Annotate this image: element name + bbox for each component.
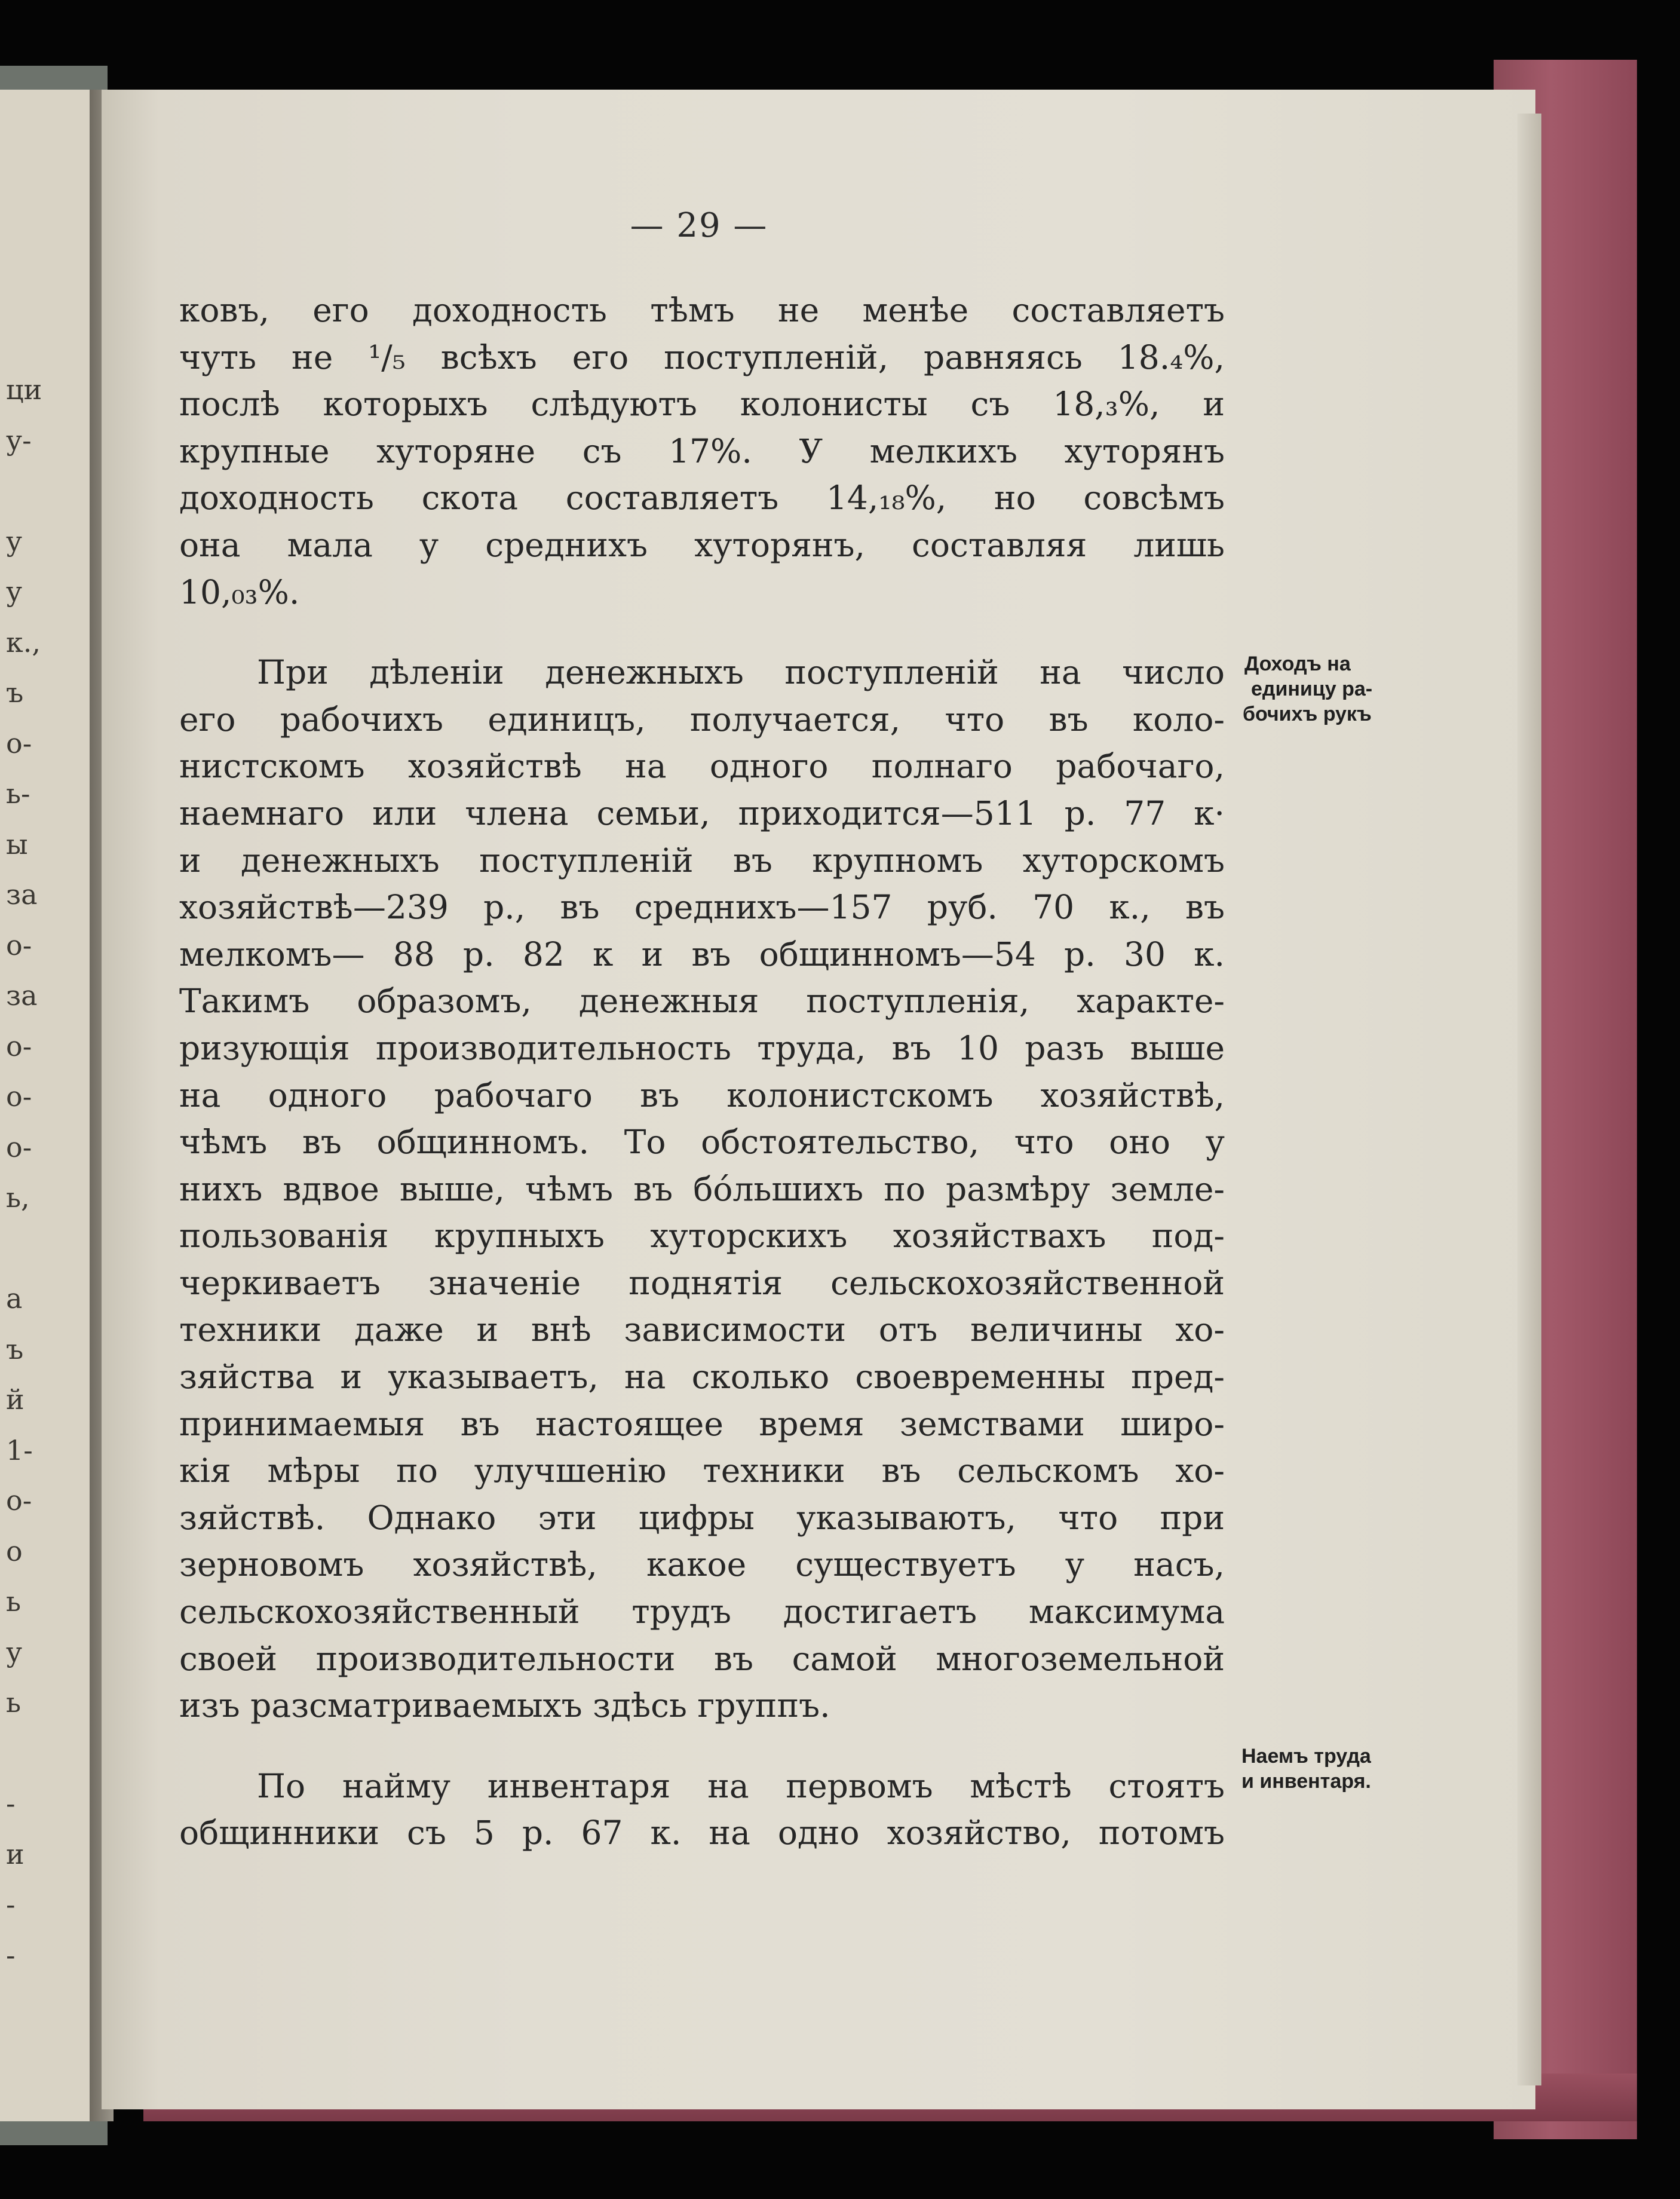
- previous-page-fragment: за: [6, 979, 38, 1012]
- previous-page-fragment: о-: [6, 1484, 32, 1517]
- text-line: ризующія производительность труда, въ 10 разъ выше: [179, 1028, 1225, 1067]
- previous-page-fragment: й: [6, 1383, 24, 1416]
- text-line: крупные хуторяне съ 17%. У мелкихъ хуторянъ: [179, 431, 1225, 470]
- text-line: на одного рабочаго въ колонистскомъ хозяйствѣ,: [179, 1076, 1225, 1114]
- previous-page-fragment: у: [6, 1636, 23, 1668]
- page-edge: [1517, 114, 1541, 2085]
- previous-page-fragment: о-: [6, 1131, 32, 1163]
- text-line: чуть не ¹/₅ всѣхъ его поступленій, равняясь 18.₄%,: [179, 338, 1225, 376]
- text-line: техники даже и внѣ зависимости отъ величины хо-: [179, 1310, 1225, 1349]
- paragraph-gap: [179, 1729, 1225, 1763]
- previous-page-text-fragments: [6, 365, 90, 1980]
- previous-page-fragment: -: [6, 1888, 16, 1921]
- previous-page-fragment: о-: [6, 1080, 32, 1113]
- previous-page-fragment: у: [6, 525, 23, 558]
- text-line: По найму инвентаря на первомъ мѣстѣ стоятъ: [257, 1766, 1225, 1805]
- margin-note-line: единицу ра-: [1251, 678, 1373, 700]
- previous-page-fragment: ъ: [6, 1333, 24, 1365]
- text-line: чѣмъ въ общинномъ. То обстоятельство, что оно у: [179, 1123, 1225, 1162]
- previous-page-fragment: -: [6, 1938, 16, 1971]
- margin-note-hire-of-labor: [1241, 1744, 1371, 1794]
- text-line: нистскомъ хозяйствѣ на одного полнаго рабочаго,: [179, 747, 1225, 786]
- text-line: При дѣленіи денежныхъ поступленій на число: [257, 653, 1225, 692]
- text-line: принимаемыя въ настоящее время земствами широ-: [179, 1404, 1225, 1443]
- text-line: своей производительности въ самой многоземельной: [179, 1639, 1225, 1678]
- margin-note-line: и инвентаря.: [1241, 1770, 1371, 1793]
- previous-page-fragment: к.,: [6, 626, 41, 659]
- text-line: кія мѣры по улучшенію техники въ сельскомъ хо-: [179, 1451, 1225, 1490]
- paragraph-gap: [179, 615, 1225, 649]
- text-line: пользованія крупныхъ хуторскихъ хозяйствахъ под-: [179, 1217, 1225, 1255]
- previous-page-fragment: [6, 1728, 90, 1779]
- previous-page-fragment: ь: [6, 1585, 22, 1618]
- previous-page-fragment: ь-: [6, 777, 30, 810]
- text-line: нихъ вдвое выше, чѣмъ въ бóльшихъ по размѣру земле-: [179, 1169, 1225, 1208]
- margin-note-line: Наемъ труда: [1241, 1745, 1371, 1768]
- text-line: послѣ которыхъ слѣдуютъ колонисты съ 18,₃%, и: [179, 385, 1225, 424]
- margin-note-income-per-worker: [1243, 651, 1372, 727]
- text-line: хозяйствѣ—239 р., въ среднихъ—157 руб. 70 к., въ: [179, 888, 1225, 927]
- margin-note-line: бочихъ рукъ: [1243, 703, 1372, 725]
- text-line: ковъ, его доходность тѣмъ не менѣе составляетъ: [179, 291, 1225, 329]
- previous-page-fragment: и: [6, 1837, 24, 1870]
- previous-page-fragment: у: [6, 575, 23, 608]
- text-line: она мала у среднихъ хуторянъ, составляя лишь: [179, 525, 1225, 564]
- text-line: доходность скота составляетъ 14,₁₈%, но совсѣмъ: [179, 479, 1225, 517]
- previous-page-fragment: 1-: [6, 1434, 33, 1466]
- text-line: зяйства и указываетъ, на сколько своевременны пред-: [179, 1358, 1225, 1396]
- text-line: зерновомъ хозяйствѣ, какое существуетъ у насъ,: [179, 1545, 1225, 1584]
- margin-note-line: Доходъ на: [1244, 653, 1351, 675]
- previous-page-fragment: [6, 465, 90, 516]
- previous-page-fragment: ъ: [6, 676, 24, 709]
- text-line: изъ разсматриваемыхъ здѣсь группъ.: [179, 1686, 830, 1725]
- previous-page-fragment: ь: [6, 1686, 22, 1719]
- previous-page-fragment: о-: [6, 727, 32, 759]
- text-line: черкиваетъ значеніе поднятія сельскохозяйственной: [179, 1263, 1225, 1302]
- page-number: — 29 —: [630, 206, 768, 245]
- text-line: его рабочихъ единицъ, получается, что въ коло-: [179, 700, 1225, 739]
- page-body-text: [179, 287, 1225, 1857]
- text-line: и денежныхъ поступленій въ крупномъ хуторскомъ: [179, 841, 1225, 880]
- text-line: Такимъ образомъ, денежныя поступленія, характе-: [179, 982, 1225, 1021]
- text-line: сельскохозяйственный трудъ достигаетъ максимума: [179, 1592, 1225, 1631]
- text-line: общинники съ 5 р. 67 к. на одно хозяйство, потомъ: [179, 1814, 1225, 1852]
- previous-page-fragment: -: [6, 1787, 16, 1820]
- previous-page-fragment: у-: [6, 424, 32, 457]
- previous-page-fragment: [6, 1223, 90, 1274]
- previous-page-fragment: за: [6, 878, 38, 911]
- previous-page-fragment: о: [6, 1535, 23, 1567]
- previous-page: [0, 90, 96, 2121]
- text-line: наемнаго или члена семьи, приходится—511 р. 77 к·: [179, 794, 1225, 832]
- text-line: 10,₀₃%.: [179, 572, 300, 611]
- text-line: зяйствѣ. Однако эти цифры указываютъ, что при: [179, 1498, 1225, 1537]
- previous-page-fragment: ь,: [6, 1181, 30, 1214]
- previous-page-fragment: ы: [6, 828, 28, 860]
- text-line: мелкомъ— 88 р. 82 к и въ общинномъ—54 р. 30 к.: [179, 935, 1225, 973]
- previous-page-fragment: о-: [6, 929, 32, 961]
- previous-page-fragment: а: [6, 1282, 23, 1315]
- previous-page-fragment: ци: [6, 373, 42, 406]
- previous-page-fragment: о-: [6, 1030, 32, 1062]
